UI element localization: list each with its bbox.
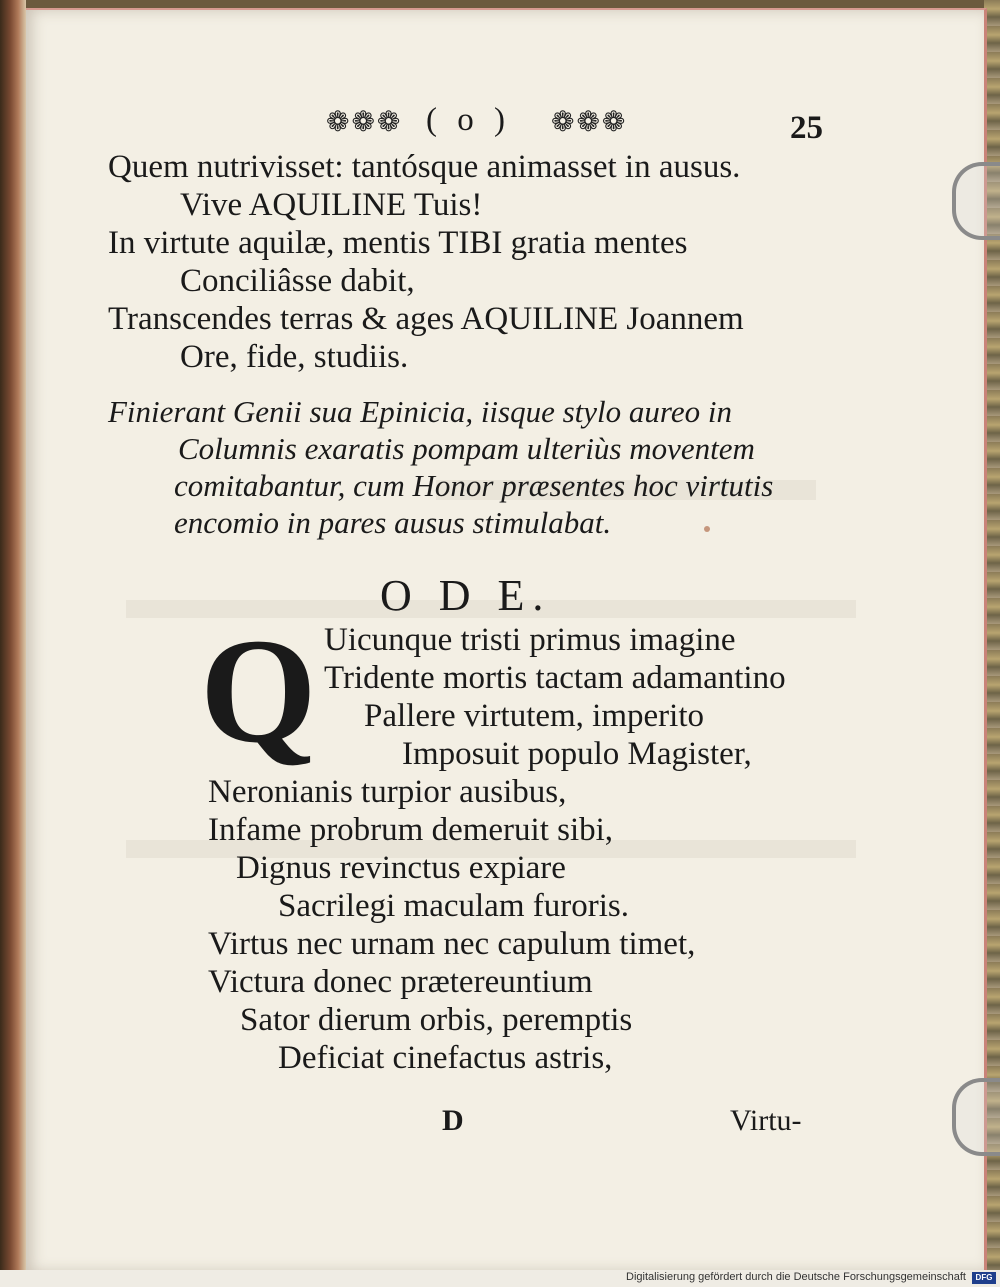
prose-line: Columnis exaratis pompam ulteriùs moventem <box>178 431 755 466</box>
ode-line: Sacrilegi maculam furoris. <box>278 888 629 924</box>
poem-line: Quem nutrivisset: tantósque animasset in ausus. <box>108 149 741 185</box>
ode-line: Uicunque tristi primus imagine <box>324 622 736 658</box>
book-page <box>26 8 987 1272</box>
page-number: 25 <box>790 110 823 146</box>
book-spine-edge <box>0 0 26 1287</box>
digitization-footer <box>0 1270 1000 1287</box>
paper-speck <box>704 526 710 532</box>
ode-line: Dignus revinctus expiare <box>236 850 566 886</box>
catchword: Virtu- <box>730 1104 802 1137</box>
ode-line: Sator dierum orbis, peremptis <box>240 1002 633 1038</box>
ode-line: Victura donec prætereuntium <box>208 964 593 1000</box>
drop-cap: Q <box>200 608 317 774</box>
dfg-logo: DFG <box>972 1272 996 1284</box>
ode-line: Deficiat cinefactus astris, <box>278 1040 613 1076</box>
prose-line: Finierant Genii sua Epinicia, iisque stylo aureo in <box>108 394 732 429</box>
signature-mark: D <box>442 1104 464 1137</box>
poem-line: Ore, fide, studiis. <box>180 339 409 375</box>
digitization-note: Digitalisierung gefördert durch die Deutsche Forschungsgemeinschaft <box>626 1271 966 1283</box>
ode-line: Infame probrum demeruit sibi, <box>208 812 614 848</box>
header-ornament-right: ❁❁❁ <box>551 107 628 138</box>
poem-line: Transcendes terras & ages AQUILINE Joannem <box>108 301 744 337</box>
prose-line: comitabantur, cum Honor præsentes hoc virtutis <box>174 468 774 503</box>
ode-title: O D E. <box>380 571 552 620</box>
ode-line: Imposuit populo Magister, <box>402 736 752 772</box>
ode-line: Tridente mortis tactam adamantino <box>324 660 786 696</box>
page-clip-top <box>952 162 1000 240</box>
poem-line: Vive AQUILINE Tuis! <box>180 187 483 223</box>
prose-line: encomio in pares ausus stimulabat. <box>174 505 612 540</box>
header-center-mark: ( o ) <box>426 102 511 138</box>
page-clip-bottom <box>952 1078 1000 1156</box>
ode-line: Virtus nec urnam nec capulum timet, <box>208 926 696 962</box>
poem-line: Conciliâsse dabit, <box>180 263 415 299</box>
poem-line: In virtute aquilæ, mentis TIBI gratia mentes <box>108 225 688 261</box>
ode-line: Pallere virtutem, imperito <box>364 698 704 734</box>
ode-line: Neronianis turpior ausibus, <box>208 774 567 810</box>
header-ornament-left: ❁❁❁ <box>326 107 403 138</box>
